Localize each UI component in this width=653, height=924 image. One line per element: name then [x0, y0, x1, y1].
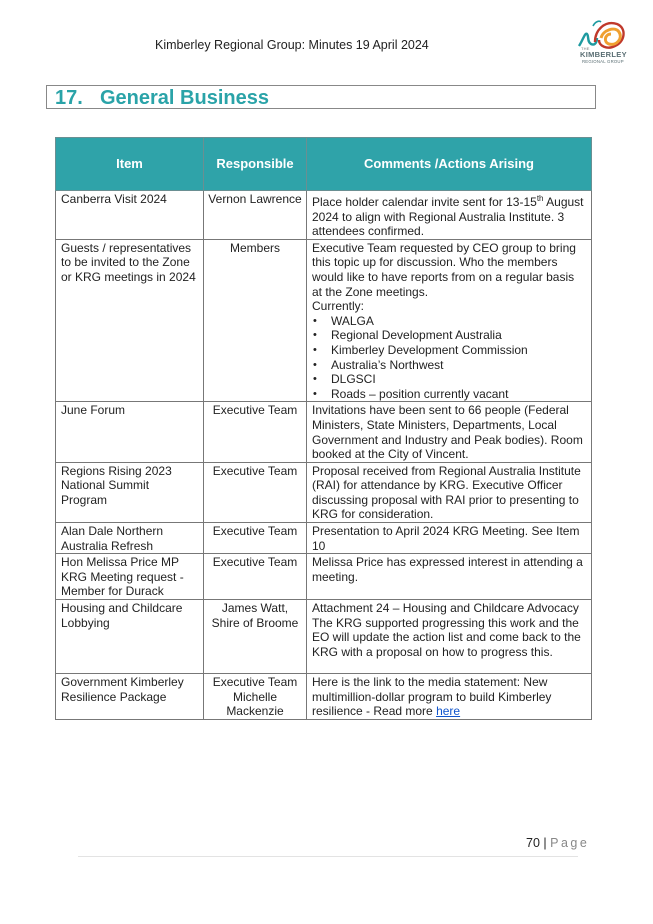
table-row — [56, 462, 592, 522]
table-header-row — [56, 138, 592, 191]
item-cell: Guests / representatives to be invited to the Zone or KRG meetings in 2024 — [56, 239, 204, 402]
document-header-title: Kimberley Regional Group: Minutes 19 April 2024 — [155, 38, 429, 52]
responsible-cell: Executive Team — [204, 462, 307, 522]
responsible-cell: Members — [204, 239, 307, 402]
responsible-person: Michelle Mackenzie — [226, 689, 284, 719]
comment-cell — [307, 191, 592, 240]
table-row — [56, 600, 592, 674]
responsible-name: James Watt, — [221, 601, 289, 616]
list-item: • Kimberley Development Commission — [312, 343, 586, 358]
logo-text-regional-group: REGIONAL GROUP — [582, 59, 624, 64]
responsible-cell: Executive Team — [204, 402, 307, 462]
comment-cell: Proposal received from Regional Australia Institute (RAI) for attendance by KRG. Executive Officer discussing proposal with RAI prior to presenting to KRG for consideration. — [307, 462, 592, 522]
responsible-cell — [204, 191, 307, 240]
comment-cell — [307, 239, 592, 402]
item-cell: Regions Rising 2023 National Summit Program — [56, 462, 204, 522]
page-separator: | — [539, 836, 551, 850]
item-cell: Housing and Childcare Lobbying — [56, 600, 204, 674]
section-title: General Business — [100, 87, 269, 109]
attachment-reference: Attachment 24 – Housing and Childcare Advocacy — [312, 601, 579, 616]
responsible-org: Shire of Broome — [211, 615, 299, 630]
column-header-item: Item — [56, 138, 204, 191]
ordinal-suffix: th — [536, 194, 544, 203]
item-cell: Alan Dale Northern Australia Refresh — [56, 523, 204, 554]
general-business-table — [55, 137, 592, 720]
responsible-cell — [204, 600, 307, 674]
representatives-list — [312, 314, 586, 402]
comment-cell: Invitations have been sent to 66 people (Federal Ministers, State Ministers, Departments, Local Government and Industry and Peak bodies). Room booked at the City of Vincent. — [307, 402, 592, 462]
page-number: 70 — [526, 836, 540, 850]
page-footer — [526, 836, 589, 850]
comment-cell: Melissa Price has expressed interest in attending a meeting. — [307, 554, 592, 600]
table-row — [56, 554, 592, 600]
page-label: Page — [550, 836, 590, 850]
comment-text: Place holder calendar invite sent for 13-15 — [312, 195, 537, 209]
table-row — [56, 674, 592, 720]
logo-text-the: THE — [581, 46, 590, 51]
comment-cell — [307, 674, 592, 720]
responsible-cell — [204, 674, 307, 720]
comment-text: The KRG supported progressing this work and the EO will update the action list and come back to the KRG with a proposal on how to progress this. — [312, 615, 581, 659]
responsible-cell: Executive Team — [204, 554, 307, 600]
comment-text: Here is the link to the media statement: New multimillion-dollar program to build Kimberley resilience - Read more — [312, 675, 552, 719]
media-statement-link[interactable]: here — [436, 704, 461, 719]
list-item: • Australia’s Northwest — [312, 358, 586, 373]
column-header-responsible: Responsible — [204, 138, 307, 191]
column-header-comments: Comments /Actions Arising — [307, 138, 592, 191]
comment-text: Executive Team requested by CEO group to bring this topic up for discussion. Who the members would like to have reports from on a regular basis at the Zone meetings. — [312, 240, 576, 299]
section-number: 17. — [55, 87, 83, 109]
comment-cell: Presentation to April 2024 KRG Meeting. See Item 10 — [307, 523, 592, 554]
list-item: • Regional Development Australia — [312, 328, 586, 343]
logo-text-kimberley: KIMBERLEY — [580, 50, 627, 59]
comment-text-continued: August 2024 to align with Regional Australia Institute. 3 attendees confirmed. — [312, 195, 584, 239]
list-item: • WALGA — [312, 314, 586, 329]
responsible-cell: Executive Team — [204, 523, 307, 554]
table-row — [56, 523, 592, 554]
item-cell: Canberra Visit 2024 — [56, 191, 204, 240]
comment-cell — [307, 600, 592, 674]
comment-label: Currently: — [312, 299, 365, 314]
table-row — [56, 402, 592, 462]
responsible-team: Executive Team — [212, 675, 298, 690]
list-item: • DLGSCI — [312, 372, 586, 387]
item-cell: June Forum — [56, 402, 204, 462]
item-cell: Hon Melissa Price MP KRG Meeting request - Member for Durack — [56, 554, 204, 600]
responsible-text: Vernon Lawrence — [208, 192, 302, 206]
table-row — [56, 239, 592, 402]
item-cell: Government Kimberley Resilience Package — [56, 674, 204, 720]
section-heading — [46, 85, 596, 109]
footer-divider — [78, 856, 578, 857]
table-row — [56, 191, 592, 240]
list-item: • Roads – position currently vacant — [312, 387, 586, 402]
